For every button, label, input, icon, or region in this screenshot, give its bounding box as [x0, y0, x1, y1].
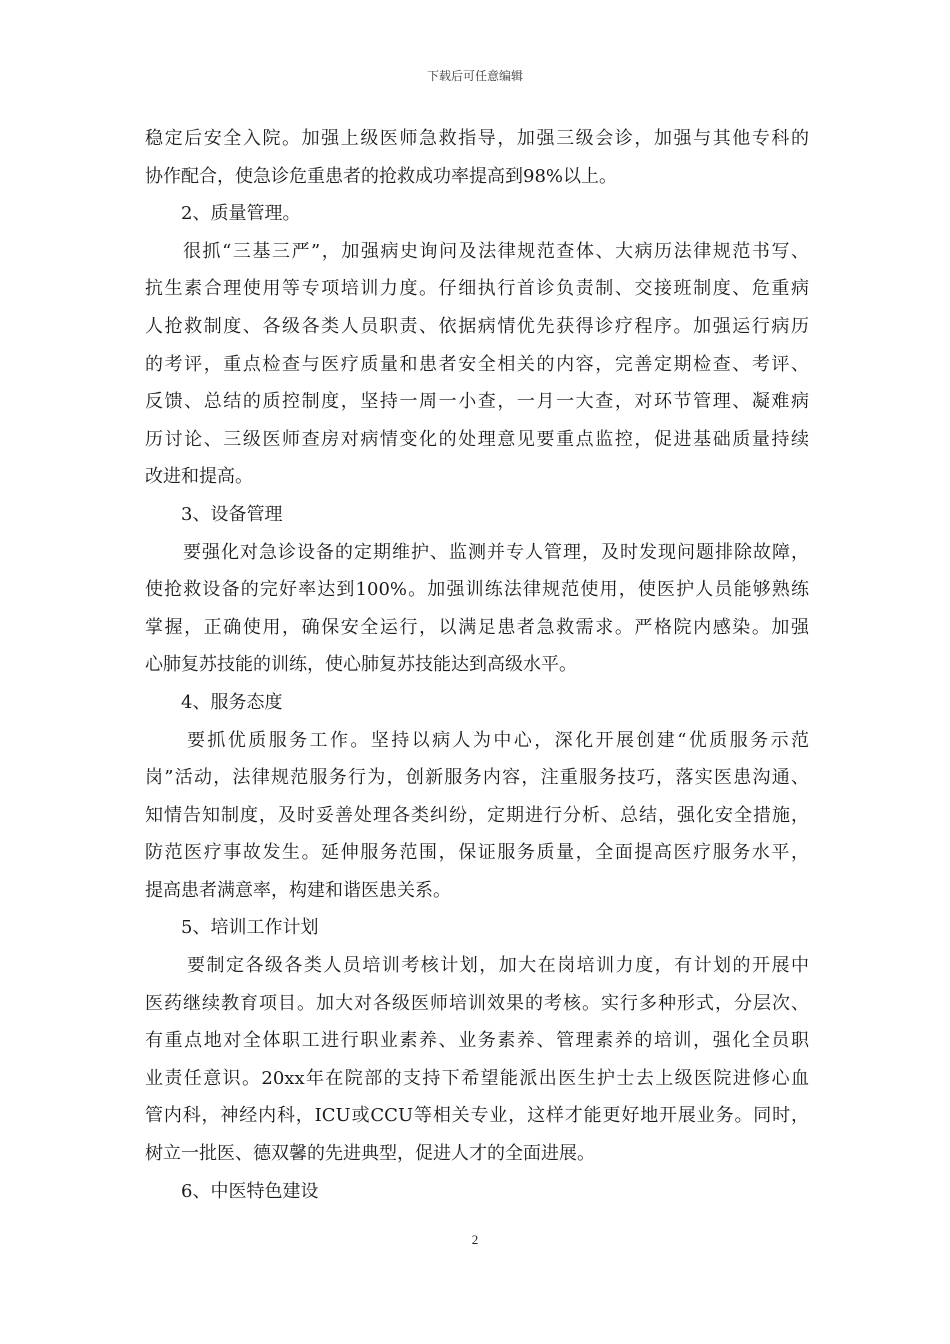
page-number: 2: [471, 1232, 479, 1247]
section-heading: 2、质量管理。: [181, 203, 301, 225]
text-line: 反馈、总结的质控制度，坚持一周一小查，一月一大查，对环节管理、凝难病: [145, 391, 809, 413]
text-line: 很抓“三基三严”，加强病史询问及法律规范查体、大病历法律规范书写、: [183, 240, 809, 262]
text-line: 有重点地对全体职工进行职业素养、业务素养、管理素养的培训，强化全员职: [145, 1030, 809, 1052]
text-line: 掌握，正确使用，确保安全运行，以满足患者急救需求。严格院内感染。加强: [145, 616, 809, 638]
text-line: 人抢救制度、各级各类人员职责、依据病情优先获得诊疗程序。加强运行病历: [145, 315, 809, 337]
text-line: 使抢救设备的完好率达到100%。加强训练法律规范使用，使医护人员能够熟练: [145, 579, 809, 601]
text-line: 的考评，重点检查与医疗质量和患者安全相关的内容，完善定期检查、考评、: [145, 353, 809, 375]
text-line: 医药继续教育项目。加大对各级医师培训效果的考核。实行多种形式，分层次、: [145, 992, 809, 1014]
document-body: [145, 120, 809, 1210]
text-line: 要强化对急诊设备的定期维护、监测并专人管理，及时发现问题排除故障，: [183, 541, 809, 563]
text-line: 要抓优质服务工作。坚持以病人为中心，深化开展创建“优质服务示范: [187, 729, 809, 751]
section-heading: 3、设备管理: [181, 503, 283, 525]
section-heading: 6、中医特色建设: [181, 1180, 319, 1202]
text-line: 历讨论、三级医师查房对病情变化的处理意见要重点监控，促进基础质量持续: [145, 428, 809, 450]
section-heading: 4、服务态度: [181, 691, 283, 713]
text-line: 提高患者满意率，构建和谐医患关系。: [145, 879, 451, 901]
text-line: 稳定后安全入院。加强上级医师急救指导，加强三级会诊，加强与其他专科的: [145, 128, 809, 149]
page-header: 下载后可任意编辑: [426, 69, 523, 83]
text-line: 树立一批医、德双馨的先进典型，促进人才的全面进展。: [145, 1143, 595, 1165]
text-line: 防范医疗事故发生。延伸服务范围，保证服务质量，全面提高医疗服务水平，: [145, 842, 809, 864]
text-line: 业责任意识。20xx年在院部的支持下希望能派出医生护士去上级医院进修心血: [145, 1067, 809, 1089]
text-line: 管内科，神经内科，ICU或CCU等相关专业，这样才能更好地开展业务。同时，: [145, 1105, 809, 1127]
text-line: 知情告知制度，及时妥善处理各类纠纷，定期进行分析、总结，强化安全措施，: [145, 804, 809, 826]
text-line: 改进和提高。: [145, 466, 253, 488]
text-line: 岗”活动，法律规范服务行为，创新服务内容，注重服务技巧，落实医患沟通、: [145, 767, 809, 789]
section-heading: 5、培训工作计划: [181, 917, 319, 939]
text-line: 协作配合，使急诊危重患者的抢救成功率提高到98%以上。: [145, 165, 618, 187]
text-line: 心肺复苏技能的训练，使心肺复苏技能达到高级水平。: [145, 654, 577, 676]
text-line: 要制定各级各类人员培训考核计划，加大在岗培训力度，有计划的开展中: [187, 955, 809, 977]
text-line: 抗生素合理使用等专项培训力度。仔细执行首诊负责制、交接班制度、危重病: [145, 278, 809, 300]
